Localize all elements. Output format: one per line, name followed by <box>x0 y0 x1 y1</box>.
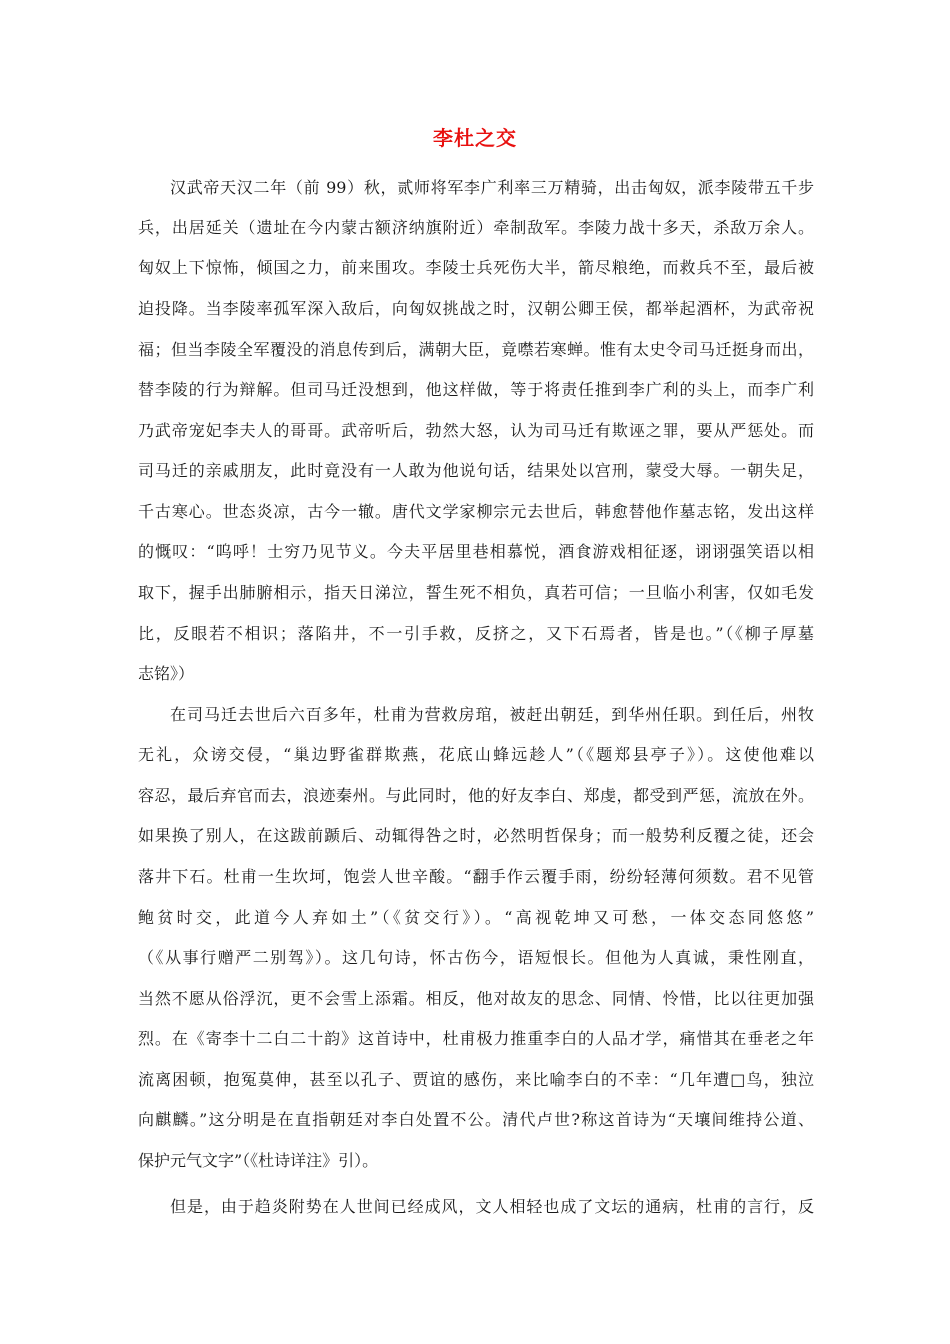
body-line: 兵，出居延关（遗址在今内蒙古额济纳旗附近）牵制敌军。李陵力战十多天，杀敌万余人。 <box>138 218 814 237</box>
body-line: 比，反眼若不相识；落陷井，不一引手救，反挤之，又下石焉者，皆是也。”（《柳子厚墓 <box>138 624 814 643</box>
body-line: 的慨叹：“呜呼！士穷乃见节义。今夫平居里巷相慕悦，酒食游戏相征逐，诩诩强笑语以相 <box>138 542 814 561</box>
body-line: 保护元气文字”（《杜诗详注》引）。 <box>138 1151 379 1170</box>
body-line: 取下，握手出肺腑相示，指天日涕泣，誓生死不相负，真若可信；一旦临小利害，仅如毛发 <box>138 583 814 602</box>
body-line: 鲍贫时交，此道今人弃如土”（《贫交行》）。“高视乾坤又可愁，一体交态同悠悠” <box>138 908 814 927</box>
body-line: （《从事行赠严二别驾》）。这几句诗，怀古伤今，语短恨长。但他为人真诚，秉性刚直， <box>138 948 814 967</box>
body-line: 匈奴上下惊怖，倾国之力，前来围攻。李陵士兵死伤大半，箭尽粮绝，而救兵不至，最后被 <box>138 258 814 277</box>
body-line: 替李陵的行为辩解。但司马迁没想到，他这样做，等于将责任推到李广利的头上，而李广利 <box>138 380 814 399</box>
body-line: 千古寒心。世态炎凉，古今一辙。唐代文学家柳宗元去世后，韩愈替他作墓志铭，发出这样 <box>138 502 814 521</box>
body-line: 容忍，最后弃官而去，浪迹秦州。与此同时，他的好友李白、郑虔，都受到严惩，流放在外。 <box>138 786 814 805</box>
body-line: 在司马迁去世后六百多年，杜甫为营救房琯，被赶出朝廷，到华州任职。到任后，州牧 <box>170 705 814 724</box>
body-line: 当然不愿从俗浮沉，更不会雪上添霜。相反，他对故友的思念、同情、怜惜，比以往更加强 <box>138 989 814 1008</box>
body-line: 落井下石。杜甫一生坎坷，饱尝人世辛酸。“翻手作云覆手雨，纷纷轻薄何须数。君不见管 <box>138 867 814 886</box>
body-line: 志铭》） <box>138 664 195 683</box>
body-line: 向麒麟。”这分明是在直指朝廷对李白处置不公。清代卢世?称这首诗为“天壤间维持公道、 <box>138 1110 814 1129</box>
body-line: 如果换了别人，在这跋前踬后、动辄得咎之时，必然明哲保身；而一般势利反覆之徒，还会 <box>138 826 814 845</box>
page-title: 李杜之交 <box>433 126 517 150</box>
body-line: 汉武帝天汉二年（前 99）秋，贰师将军李广利率三万精骑，出击匈奴，派李陵带五千步 <box>170 178 814 197</box>
body-line: 司马迁的亲戚朋友，此时竟没有一人敢为他说句话，结果处以宫刑，蒙受大辱。一朝失足， <box>138 461 814 480</box>
body-line: 迫投降。当李陵率孤军深入敌后，向匈奴挑战之时，汉朝公卿王侯，都举起酒杯，为武帝祝 <box>138 299 814 318</box>
body-line: 无礼，众谤交侵，“巢边野雀群欺燕，花底山蜂远趁人”（《题郑县亭子》）。这使他难以 <box>138 745 814 764</box>
body-line: 乃武帝宠妃李夫人的哥哥。武帝听后，勃然大怒，认为司马迁有欺诬之罪，要从严惩处。而 <box>138 421 814 440</box>
body-line: 但是，由于趋炎附势在人世间已经成风，文人相轻也成了文坛的通病，杜甫的言行，反 <box>170 1197 814 1216</box>
body-line: 流离困顿，抱冤莫伸，甚至以孔子、贾谊的感伤，来比喻李白的不幸：“几年遭□鸟，独泣 <box>138 1070 814 1089</box>
body-line: 福；但当李陵全军覆没的消息传到后，满朝大臣，竟噤若寒蝉。惟有太史令司马迁挺身而出， <box>138 340 814 359</box>
body-line: 烈。在《寄李十二白二十韵》这首诗中，杜甫极力推重李白的人品才学，痛惜其在垂老之年 <box>138 1029 814 1048</box>
